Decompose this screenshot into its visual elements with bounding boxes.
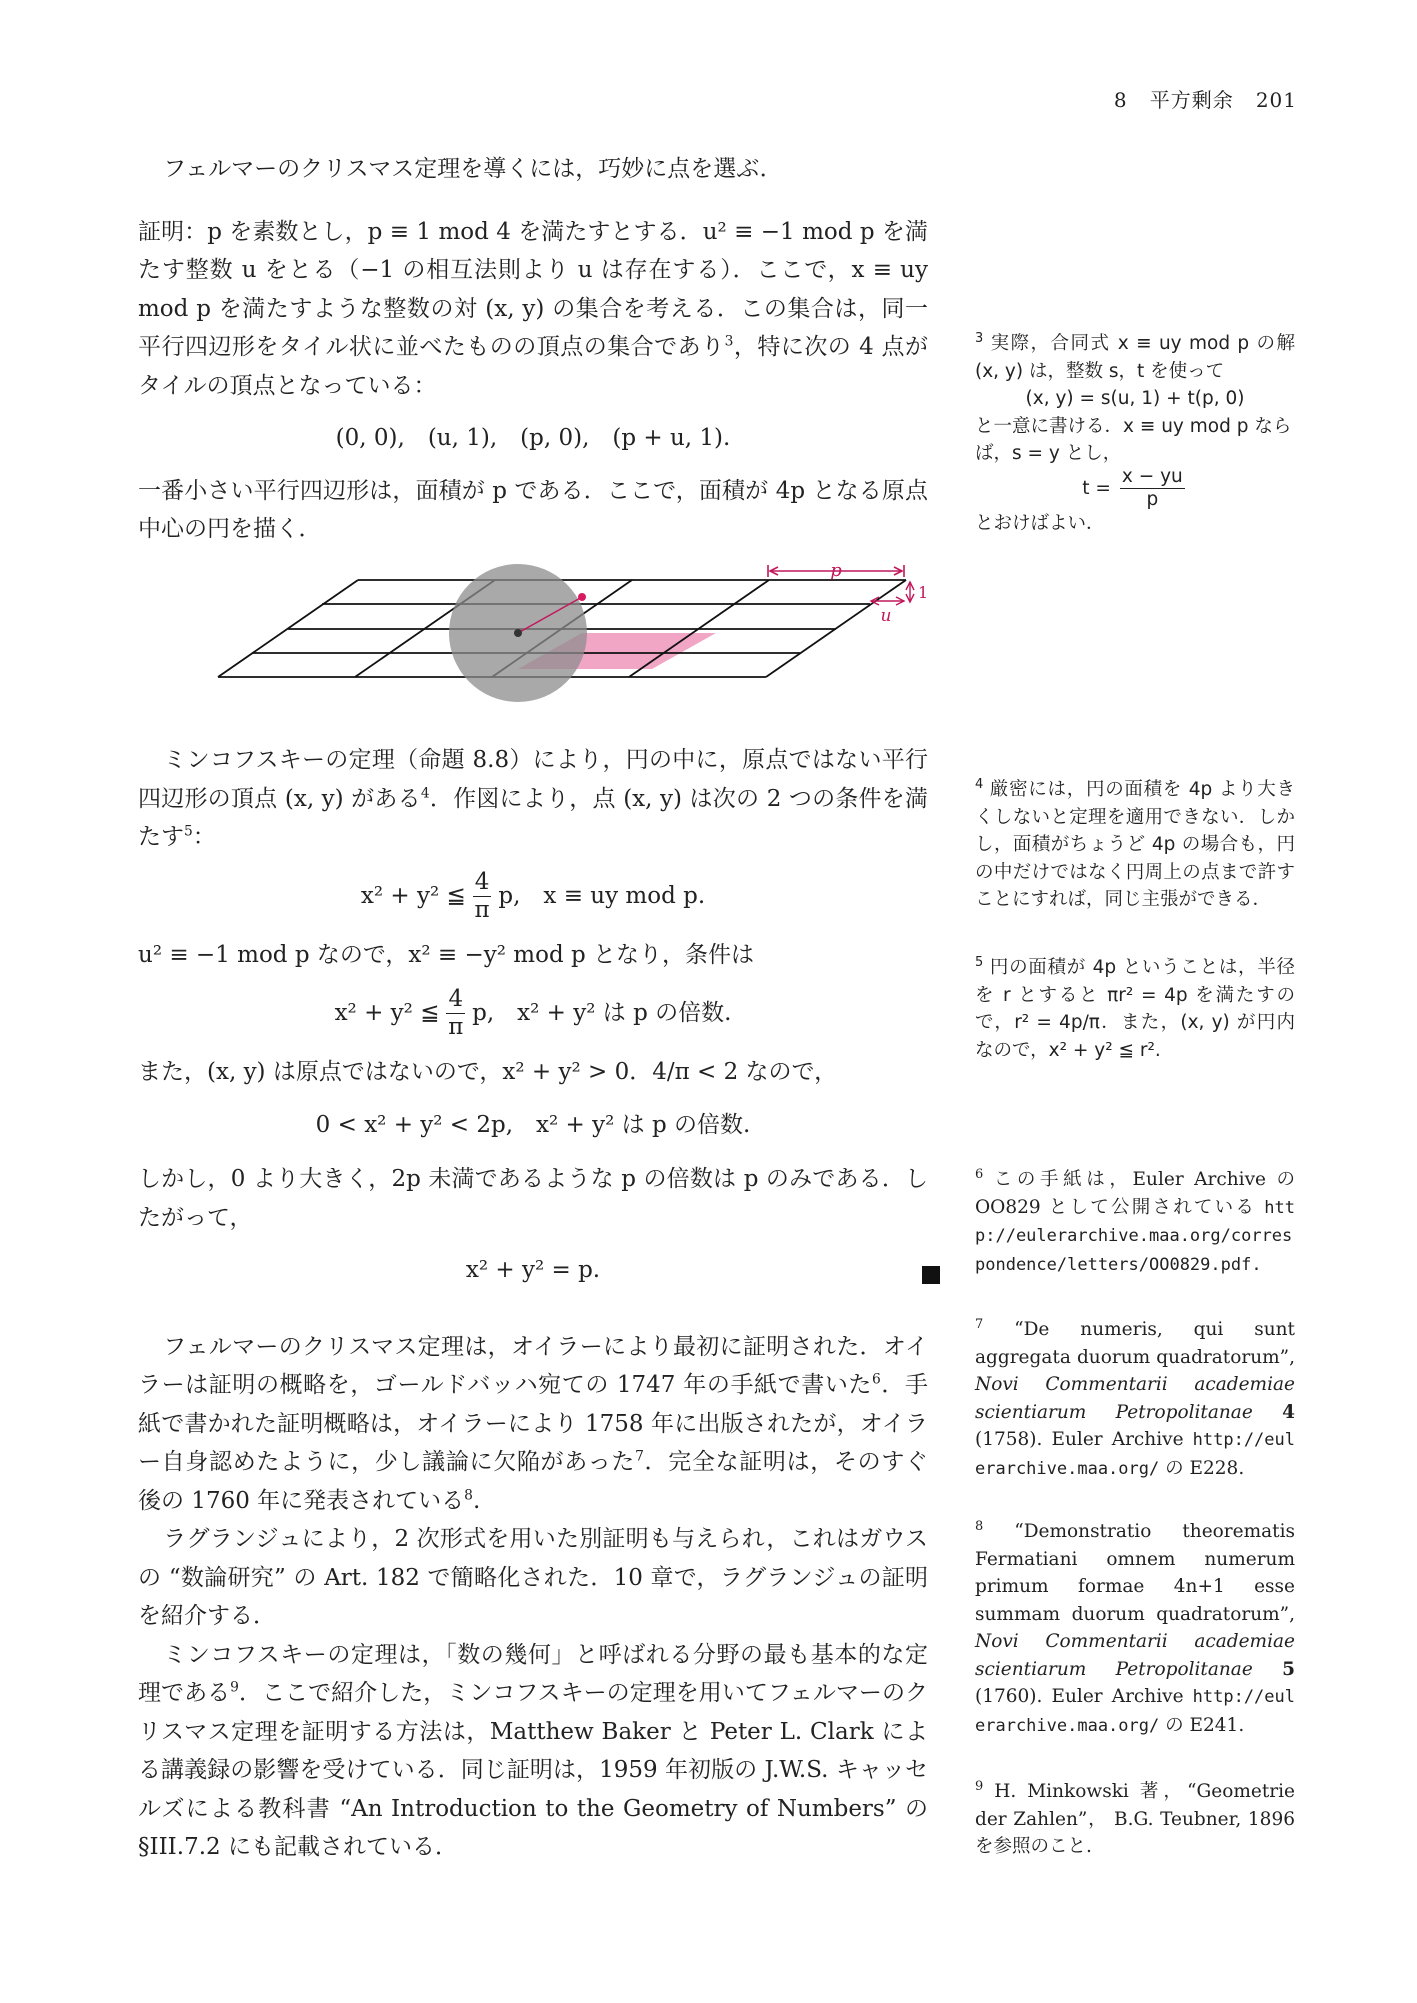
- equation-points: (0, 0), (u, 1), (p, 0), (p + u, 1).: [335, 425, 731, 451]
- footnote-ref-9[interactable]: 9: [230, 1679, 239, 1696]
- paragraph-minkowski: ミンコフスキーの定理は，「数の幾何」と呼ばれる分野の最も基本的な定理である$^9$．ここで紹介した，ミンコフスキーの定理を用いてフェルマーのクリスマス定理を証明する方法は，Matthew Baker と Peter L. Clark による講義録の影響を受けている．同じ証明は，1959 年初版の J.W.S. キャッセルズによる教科書 “An Introduction to the Geometry of Numbers” の §III.7.2 にも記載されている．: [138, 1641, 928, 1860]
- footnote-7: $^7$ “De numeris, qui sunt aggregata duorum quadratorum”, Novi Commentarii academiae scientiarum Petropolitanae 4 (1758). Euler Archive http://eulerarchive.maa.org/ の E228.: [975, 1316, 1295, 1479]
- footnote-3: $^3$ 実際，合同式 x ≡ uy mod p の解 (x, y) は，整数 s，t を使って (x, y) = s(u, 1) + t(p, 0) と一意に書ける．x ≡ uy mod p ならば，s = y とし， t = $\frac{x - yu}{p}$ とおけばよい．: [975, 330, 1295, 534]
- chapter-title: 平方剰余: [1149, 88, 1234, 112]
- running-header: [1114, 84, 1297, 113]
- proof-paragraph-5: また，(x, y) は原点ではないので，x² + y² > 0．4/π < 2 なので，: [138, 1059, 838, 1085]
- proof-paragraph-6: しかし，0 より大きく，2p 未満であるような p の倍数は p のみである．したがって，: [138, 1166, 928, 1231]
- equation-condition-1: x² + y² ≦ $\frac{4}{\pi}$ p, x ≡ uy mod p.: [360, 868, 706, 923]
- equation-condition-2: x² + y² ≦ $\frac{4}{\pi}$ p, x² + y² は p の倍数.: [334, 986, 732, 1040]
- main-column: [138, 150, 928, 1867]
- label-p: p: [830, 560, 842, 581]
- fn7-url[interactable]: http://eulerarchive.maa.org/: [975, 1430, 1295, 1479]
- footnote-4: $^4$ 厳密には，円の面積を 4p より大きくしないと定理を適用できない．しかし，面積がちょうど 4p の場合も，円の中だけではなく円周上の点まで許すことにすれば，同じ主張ができる．: [975, 776, 1295, 910]
- lattice-figure: [138, 561, 928, 724]
- paragraph-euler: フェルマーのクリスマス定理は，オイラーにより最初に証明された．オイラーは証明の概略を，ゴールドバッハ宛ての 1747 年の手紙で書いた$^6$．手紙で書かれた証明概略は，オイラーにより 1758 年に出版されたが，オイラー自身認めたように，少し議論に欠陥があった$^7$．完全な証明は，そのすぐ後の 1760 年に発表されている$^8$.: [138, 1333, 929, 1514]
- proof-paragraph-1: 証明：p を素数とし，p ≡ 1 mod 4 を満たすとする．u² ≡ −1 mod p を満たす整数 u をとる（−1 の相互法則より u は存在する）．ここで，x ≡ uy mod p を満たすような整数の対 (x, y) の集合を考える．この集合は，同一平行四辺形をタイル状に並べたものの頂点の集合であり$^3$，特に次の 4 点がタイルの頂点となっている：: [138, 218, 928, 399]
- footnote-ref-6[interactable]: 6: [872, 1371, 881, 1388]
- footnote-9: $^9$ H. Minkowski 著，“Geometrie der Zahlen”， B.G. Teubner, 1896 を参照のこと.: [975, 1778, 1295, 1857]
- footnote-ref-5[interactable]: 5: [184, 823, 193, 840]
- footnote-ref-3[interactable]: 3: [724, 333, 734, 350]
- fraction-4-over-pi: $\frac{4}{\pi}$: [448, 986, 464, 1040]
- footnote-5: $^5$ 円の面積が 4p ということは，半径を r とすると πr² = 4p を満たすので，r² = 4p/π．また，(x, y) が円内なので，x² + y² ≦ r².: [975, 954, 1295, 1061]
- footnote-6: $^6$ この手紙は，Euler Archive の OO829 として公開されている http://eulerarchive.maa.org/correspondence/letters/OO0829.pdf.: [975, 1166, 1295, 1275]
- label-1: 1: [918, 582, 928, 602]
- label-u: u: [880, 605, 892, 626]
- fn8-url[interactable]: http://eulerarchive.maa.org/: [975, 1687, 1295, 1736]
- page-number: 201: [1255, 88, 1297, 112]
- fn6-url[interactable]: http://eulerarchive.maa.org/correspondence/letters/OO0829.pdf.: [975, 1197, 1295, 1275]
- footnote-8: $^8$ “Demonstratio theorematis Fermatiani omnem numerum primum formae 4n+1 esse summam duorum quadratorum”, Novi Commentarii academiae scientiarum Petropolitanae 5 (1760). Euler Archive http://eulerarchive.maa.org/ の E241.: [975, 1518, 1295, 1736]
- proof-paragraph-4: u² ≡ −1 mod p なので，x² ≡ −y² mod p となり，条件は: [138, 941, 755, 968]
- equation-conclusion: x² + y² = p.: [465, 1257, 601, 1283]
- chapter-number: 8: [1113, 88, 1128, 112]
- lattice-diagram: [138, 561, 928, 711]
- origin-point: [514, 629, 522, 637]
- proof-paragraph-3: ミンコフスキーの定理（命題 8.8）により，円の中に，原点ではない平行四辺形の頂点 (x, y) がある$^4$．作図により，点 (x, y) は次の 2 つの条件を満たす$^5$：: [138, 747, 928, 850]
- intro-paragraph: フェルマーのクリスマス定理を導くには，巧妙に点を選ぶ．: [163, 156, 783, 182]
- fraction-4-over-pi: $\frac{4}{\pi}$: [474, 868, 490, 923]
- footnote-ref-7[interactable]: 7: [635, 1448, 644, 1465]
- qed-mark: [922, 1266, 940, 1284]
- footnote-ref-4[interactable]: 4: [420, 784, 430, 801]
- equation-bounds: 0 < x² + y² < 2p, x² + y² は p の倍数.: [315, 1111, 751, 1138]
- dimension-u: [871, 597, 904, 605]
- paragraph-lagrange: ラグランジュにより，2 次形式を用いた別証明も与えられ，これはガウスの “数論研究” の Art. 182 で簡略化された．10 章で，ラグランジュの証明を紹介する．: [138, 1526, 928, 1629]
- dimension-1: [906, 582, 914, 602]
- footnote-ref-8[interactable]: 8: [464, 1486, 473, 1503]
- lattice-point-u1: [578, 593, 586, 601]
- proof-paragraph-2: 一番小さい平行四辺形は，面積が p である．ここで，面積が 4p となる原点中心の円を描く．: [138, 477, 928, 542]
- fraction-x-yu-over-p: $\frac{x - yu}{p}$: [1121, 465, 1183, 510]
